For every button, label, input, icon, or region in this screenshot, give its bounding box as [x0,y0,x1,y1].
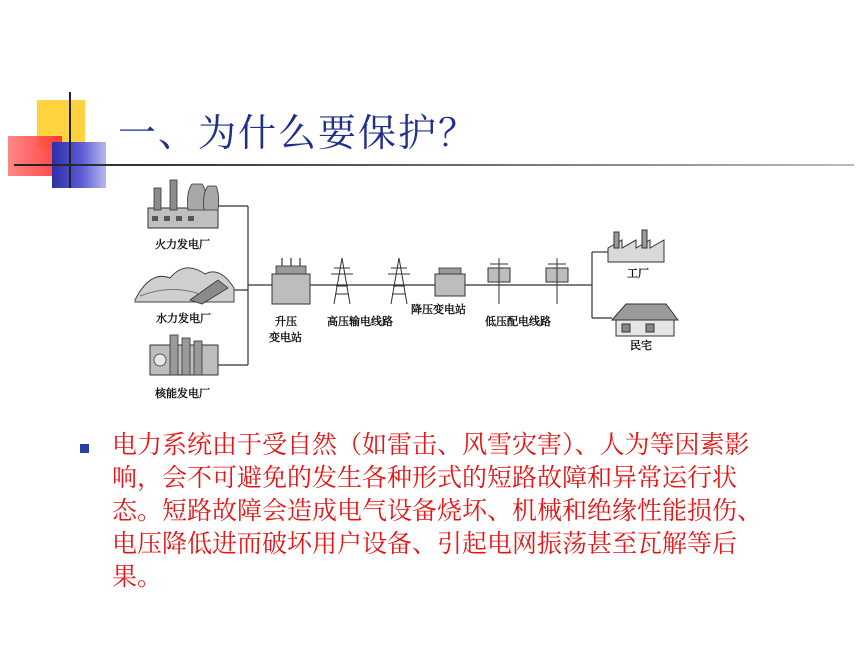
label-hv-line: 高压输电线路 [327,315,393,328]
transmission-tower-icon [331,258,410,304]
slide-title: 一、为什么要保护？ [118,111,479,155]
label-step-down: 降压变电站 [411,303,466,316]
decor-vertical-line [69,92,71,188]
label-factory: 工厂 [627,267,649,280]
house-icon [612,304,678,336]
step-down-transformer-icon [435,268,465,296]
bullet-square-icon [80,444,89,453]
bullet-text: 电力系统由于受自然（如雷击、风雪灾害）、人为等因素影响，会不可避免的发生各种形式的短路故障和异常运行状态。短路故障会造成电气设备烧坏、机械和绝缘性能损伤、电压降低进而破坏用户设备、引起电网振荡甚至瓦解等后果。 [112,430,763,591]
distribution-pole-icon [488,258,568,304]
label-residence: 民宅 [630,339,652,352]
label-nuclear-plant: 核能发电厂 [155,387,210,400]
transformer-icon [272,258,310,304]
thermal-plant-icon [148,180,219,228]
nuclear-plant-icon [150,335,218,375]
power-system-diagram [130,170,690,410]
factory-icon [608,230,664,262]
label-hydro-plant: 水力发电厂 [156,312,211,325]
label-step-up-1: 升压 [275,315,297,328]
label-thermal-plant: 火力发电厂 [155,238,210,251]
label-lv-line: 低压配电线路 [485,315,551,328]
hydro-plant-icon [135,268,234,304]
label-step-up-2: 变电站 [269,331,302,344]
title-underline [14,164,854,166]
